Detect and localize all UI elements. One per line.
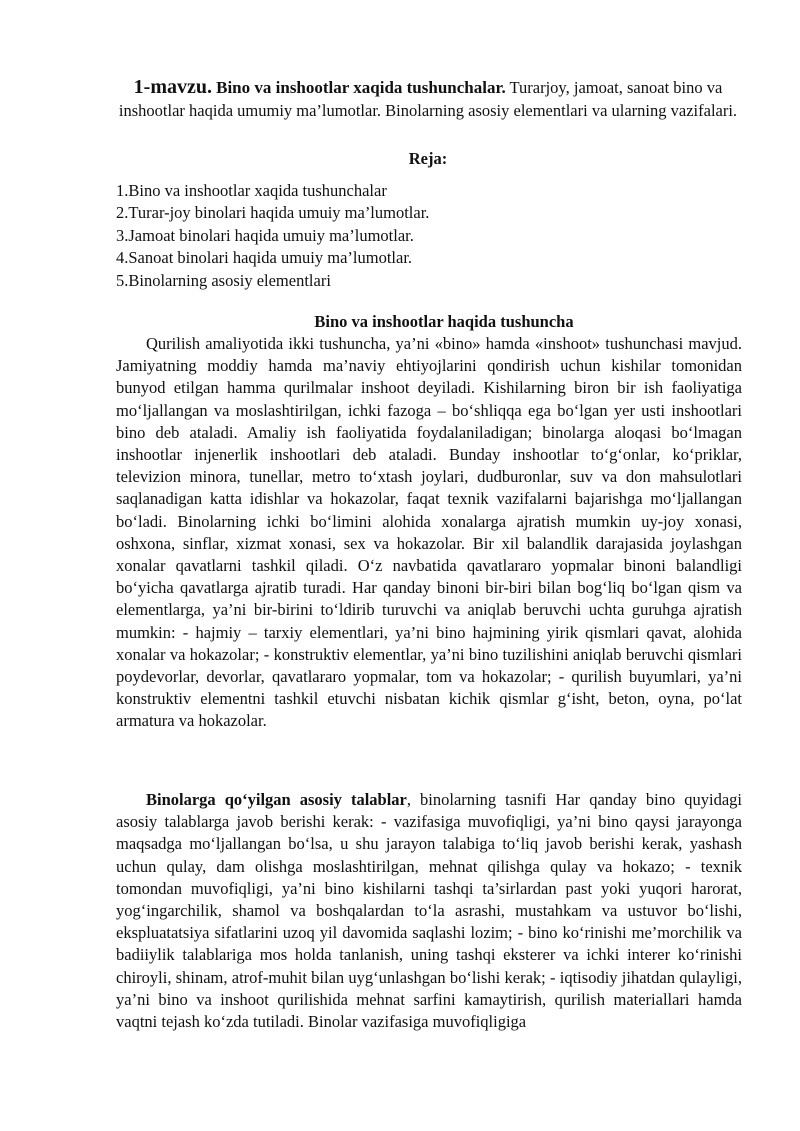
plan-item: 5.Binolarning asosiy elementlari (116, 270, 331, 290)
paragraph-body: , binolarning tasnifi Har qanday bino quyidagi asosiy talablarga javob berishi kerak: ‐ vazifasiga muvofiqligi, ya’ni bino qaysi jarayonga maqsadga mo‘ljallangan bo‘lsa, u shu jarayon talabiga to‘liq javob berishi kerak, yashash uchun qulay, dam olishga moslashtirilgan, mehnat qilishga qulay va hokazo; ‐ texnik tomondan muvofiqligi, ya’ni bino kishilarni tashqi ta’sirlardan past yoki yuqori harorat, yog‘ingarchilik, shamol va boshqalardan to‘la asrashi, mustahkam va ustuvor bo‘lishi, ekspluatatsiya sifatlarini uzoq yil davomida saqlashi lozim; ‐ bino ko‘rinishi me’morchilik va badiiylik talablariga mos holda tanlanish, uning tashqi eksterer va ichki interer ko‘rinishi chiroyli, shinam, atrof-muhit bilan uyg‘unlashgan bo‘lishi kerak; ‐ iqtisodiy jihatdan qulayligi, ya’ni bino va inshoot qurilishida mehnat sarfini kamaytirish, qurilish materiallari hamda vaqtni tejash ko‘zda tutiladi. Binolar vazifasiga muvofiqligiga (116, 790, 742, 1032)
plan-list (116, 180, 429, 292)
plan-item: 1.Bino va inshootlar xaqida tushunchalar (116, 181, 387, 200)
paragraph-lead-bold: Binolarga qo‘yilgan asosiy talablar (146, 790, 407, 809)
document-title (118, 76, 738, 122)
plan-item: 3.Jamoat binolari haqida umuiy ma’lumotlar. (116, 225, 414, 245)
plan-item: 4.Sanoat binolari haqida umuiy ma’lumotlar. (116, 248, 413, 268)
paragraph-requirements (116, 789, 742, 1033)
paragraph-intro: Qurilish amaliyotida ikki tushuncha, ya’ni «bino» hamda «inshoot» tushunchasi mavjud. Jamiyatning moddiy hamda ma’naviy ehtiyojlarini qondirish uchun kishilar tomonidan bunyod etilgan hamma qurilmalar inshoot deyiladi. Kishilarning biron bir ish faoliyatiga mo‘ljallangan va moslashtirilgan, ichki fazoga – bo‘shliqqa ega bo‘lgan yer usti inshootlari bino deb ataladi. Amaliy ish faoliyatida foydalaniladigan; binolarga aloqasi bo‘lmagan inshootlar injenerlik inshootlari deb ataladi. Bunday inshootlar to‘g‘onlar, ko‘priklar, televizion minora, tunellar, metro to‘xtash joylari, dudburonlar, suv va don mahsulotlari saqlanadigan katta idishlar va hokazolar, faqat texnik vazifalarni bajarishga mo‘ljallangan bo‘ladi. Binolarning ichki bo‘limini alohida xonalarga ajratish mumkin uy-joy xonasi, oshxona, sinflar, xizmat xonasi, sex va hokazolar. Bir xil balandlik darajasida joylashgan xonalar qavatlarni tashkil qiladi. O‘z navbatida qavatlararo yopmalar binoni balandligi bo‘yicha qavatlarga ajratib turadi. Har qanday binoni bir-biri bilan bog‘liq bo‘lgan qism va elementlarga, ya’ni bir-birini to‘ldirib turuvchi va aniqlab beruvchi uchta guruhga ajratish mumkin: ‐ hajmiy – tarxiy elementlari, ya’ni bino hajmining yirik qismlari qavat, alohida xonalar va hokazolar; ‐ konstruktiv elementlar, ya’ni bino tuzilishini aniqlab beruvchi qismlari poydevorlar, devorlar, qavatlararo yopmalar, tom va hokazolar; ‐ qurilish buyumlari, ya’ni konstruktiv elementni tashkil etuvchi nisbatan kichik qismlar g‘isht, beton, oyna, po‘lat armatura va hokazolar. (116, 334, 742, 731)
topic-number: 1-mavzu. (133, 76, 212, 98)
section-heading: Bino va inshootlar haqida tushuncha (314, 312, 574, 331)
topic-subtitle: Turarjoy, jamoat, sanoat bino va inshootlar haqida umumiy ma’lumotlar. Binolarning asosiy elementlari va ularning vazifalari. (118, 78, 738, 120)
plan-item: 2.Turar-joy binolari haqida umuiy ma’lumotlar. (116, 203, 430, 223)
topic-heading: Bino va inshootlar xaqida tushunchalar. (216, 78, 506, 97)
plan-label: Reja: (408, 149, 448, 168)
